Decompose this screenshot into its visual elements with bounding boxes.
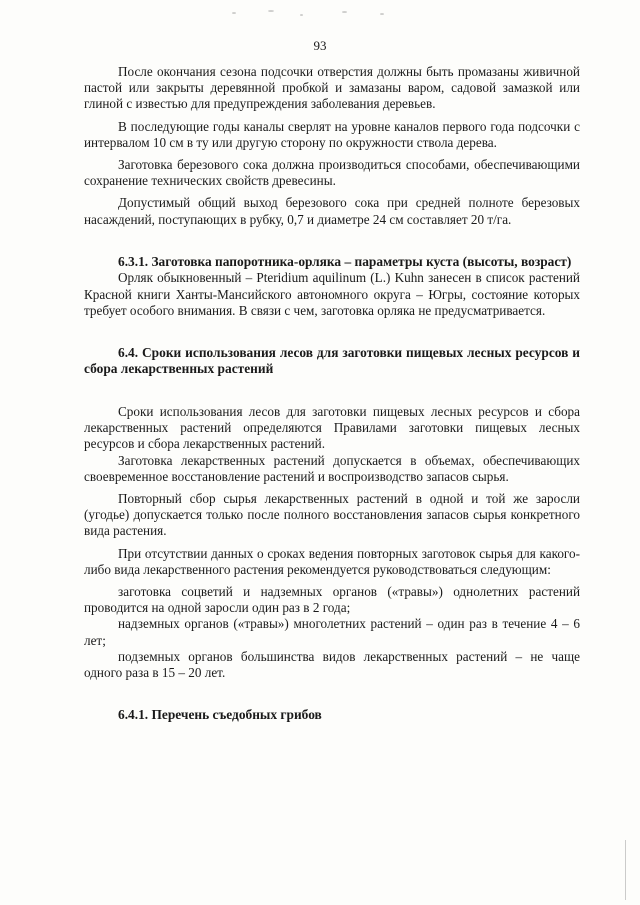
paragraph: В последующие годы каналы сверлят на уровне каналов первого года подсочки с интервалом 10 см в ту или другую сторону по окружности ствола дерева. bbox=[84, 118, 580, 150]
paragraph: Заготовка лекарственных растений допускается в объемах, обеспечивающих своевременное восстановление растений и воспроизводство запасов сырья. bbox=[84, 452, 580, 484]
section-heading-6-3-1: 6.3.1. Заготовка папоротника-орляка – параметры куста (высоты, возраст) bbox=[118, 253, 572, 269]
scan-speck bbox=[268, 10, 274, 12]
scan-speck bbox=[380, 13, 384, 15]
scan-edge-line bbox=[625, 840, 626, 900]
paragraph: Допустимый общий выход березового сока при средней полноте березовых насаждений, поступающих в рубку, 0,7 и диаметре 24 см составляет 20 т/га. bbox=[84, 195, 580, 227]
list-item: подземных органов большинства видов лекарственных растений – не чаще одного раза в 15 – 20 лет. bbox=[84, 648, 580, 680]
scan-speck bbox=[342, 11, 347, 13]
list-item: надземных органов («травы») многолетних растений – один раз в течение 4 – 6 лет; bbox=[84, 616, 580, 648]
paragraph: Сроки использования лесов для заготовки пищевых лесных ресурсов и сбора лекарственных растений определяются Правилами заготовки пищевых лесных ресурсов и сбора лекарственных растений. bbox=[84, 403, 580, 452]
list-item: заготовка соцветий и надземных органов («травы») однолетних растений проводится на одной заросли один раз в 2 года; bbox=[84, 583, 580, 616]
scan-speck bbox=[300, 14, 303, 16]
paragraph: Повторный сбор сырья лекарственных растений в одной и той же заросли (угодье) допускается только после полного восстановления запасов сырья конкретного вида растения. bbox=[84, 490, 580, 539]
section-heading-6-4-1: 6.4.1. Перечень съедобных грибов bbox=[118, 707, 322, 723]
scan-speck bbox=[232, 12, 236, 14]
paragraph: Орляк обыкновенный – Pteridium aquilinum (L.) Kuhn занесен в список растений Красной книги Ханты-Мансийского автономного округа – Югры, состояние которых требует особого внимания. В связи с чем, заготовка орляка не предусматривается. bbox=[84, 270, 580, 318]
paragraph: После окончания сезона подсочки отверстия должны быть промазаны живичной пастой или закрыты деревянной пробкой и замазаны варом, садовой замазкой или глиной с известью для предупреждения заболевания деревьев. bbox=[84, 64, 580, 112]
page-number: 93 bbox=[313, 38, 327, 53]
paragraph: При отсутствии данных о сроках ведения повторных заготовок сырья для какого-либо вида лекарственного растения рекомендуется руководствоваться следующим: bbox=[84, 545, 580, 577]
page-content bbox=[84, 64, 580, 724]
paragraph: Заготовка березового сока должна производиться способами, обеспечивающими сохранение технических свойств древесины. bbox=[84, 157, 580, 189]
section-heading-6-4: 6.4. Сроки использования лесов для заготовки пищевых лесных ресурсов и сбора лекарственных растений bbox=[84, 344, 580, 377]
